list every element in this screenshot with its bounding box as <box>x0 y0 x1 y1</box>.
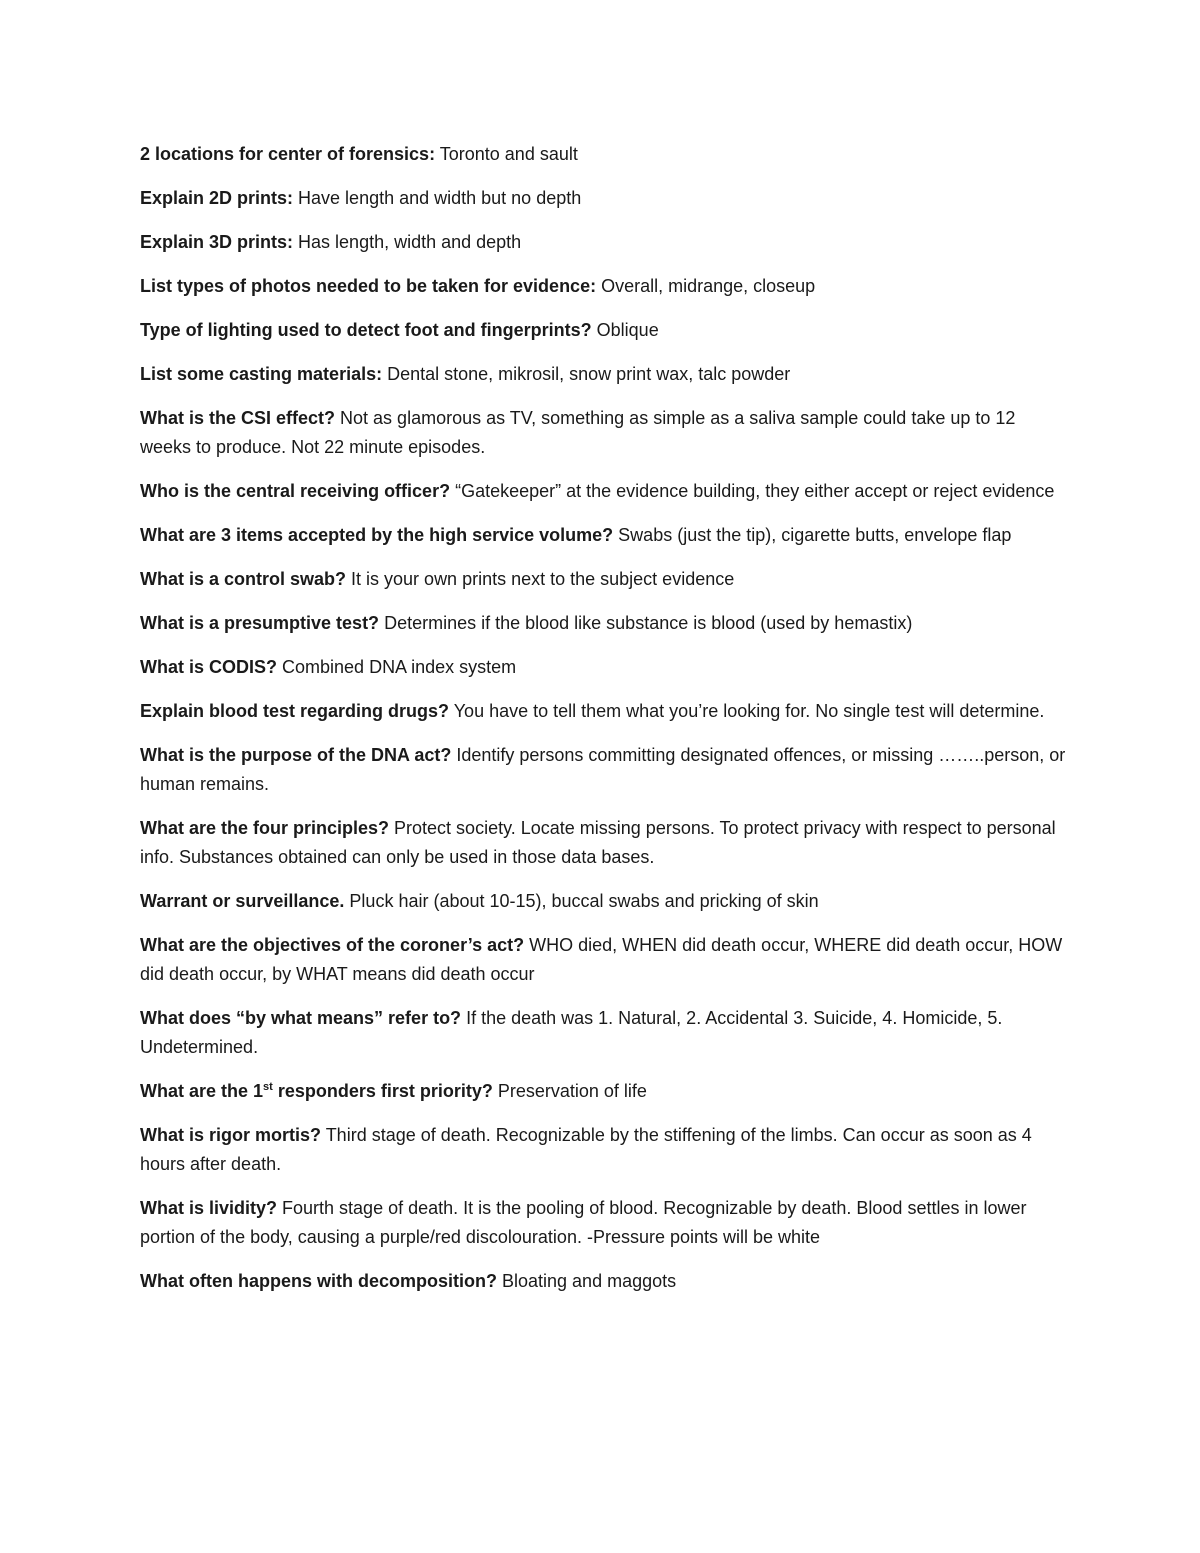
answer: Combined DNA index system <box>277 657 517 677</box>
question: What often happens with decomposition? <box>140 1271 497 1291</box>
qa-item <box>140 697 1070 726</box>
answer: Bloating and maggots <box>497 1271 677 1291</box>
qa-item <box>140 1077 1070 1106</box>
answer: Overall, midrange, closeup <box>596 276 816 296</box>
question: What does “by what means” refer to? <box>140 1008 462 1028</box>
question-part: responders first priority? <box>272 1081 493 1101</box>
answer: Pluck hair (about 10-15), buccal swabs and pricking of skin <box>344 891 819 911</box>
question: What is the purpose of the DNA act? <box>140 745 452 765</box>
qa-item <box>140 741 1070 799</box>
question: 2 locations for center of forensics: <box>140 144 436 164</box>
answer: Fourth stage of death. It is the pooling of blood. Recognizable by death. Blood settles in lower portion of the body, causing a purple/red discolouration. -Pressure points will be white <box>140 1198 1027 1247</box>
question: List some casting materials: <box>140 364 383 384</box>
question: What is the CSI effect? <box>140 408 336 428</box>
answer: WHO died, WHEN did death occur, WHERE did death occur, HOW did death occur, by WHAT means did death occur <box>140 935 1063 984</box>
qa-item <box>140 1004 1070 1062</box>
question: What are the four principles? <box>140 818 390 838</box>
question: What is lividity? <box>140 1198 278 1218</box>
answer: Dental stone, mikrosil, snow print wax, talc powder <box>382 364 791 384</box>
answer: Swabs (just the tip), cigarette butts, envelope flap <box>613 525 1012 545</box>
answer: Toronto and sault <box>435 144 578 164</box>
question: What are the objectives of the coroner’s act? <box>140 935 525 955</box>
qa-item <box>140 404 1070 462</box>
qa-item <box>140 1194 1070 1252</box>
document-body <box>140 140 1070 1311</box>
qa-item <box>140 814 1070 872</box>
answer: Has length, width and depth <box>293 232 522 252</box>
answer: Third stage of death. Recognizable by the stiffening of the limbs. Can occur as soon as 4 hours after death. <box>140 1125 1032 1174</box>
answer: Preservation of life <box>492 1081 647 1101</box>
answer: Determines if the blood like substance is blood (used by hemastix) <box>379 613 913 633</box>
question: Explain blood test regarding drugs? <box>140 701 450 721</box>
question-part: What are the 1 <box>140 1081 264 1101</box>
qa-item <box>140 316 1070 345</box>
question: Warrant or surveillance. <box>140 891 345 911</box>
answer: It is your own prints next to the subject evidence <box>346 569 735 589</box>
qa-item <box>140 1121 1070 1179</box>
answer: If the death was 1. Natural, 2. Accidental 3. Suicide, 4. Homicide, 5. Undetermined. <box>140 1008 1003 1057</box>
question: What are 3 items accepted by the high service volume? <box>140 525 614 545</box>
question: List types of photos needed to be taken for evidence: <box>140 276 597 296</box>
question: What is a control swab? <box>140 569 347 589</box>
qa-item <box>140 609 1070 638</box>
answer: Identify persons committing designated offences, or missing ……..person, or human remains. <box>140 745 1066 794</box>
question: Explain 2D prints: <box>140 188 294 208</box>
question: What is a presumptive test? <box>140 613 380 633</box>
qa-item <box>140 184 1070 213</box>
answer: Oblique <box>591 320 659 340</box>
qa-item <box>140 140 1070 169</box>
answer: “Gatekeeper” at the evidence building, they either accept or reject evidence <box>450 481 1055 501</box>
question: Who is the central receiving officer? <box>140 481 451 501</box>
question: What is CODIS? <box>140 657 278 677</box>
answer: You have to tell them what you’re looking for. No single test will determine. <box>449 701 1045 721</box>
question: Explain 3D prints: <box>140 232 294 252</box>
question: Type of lighting used to detect foot and fingerprints? <box>140 320 592 340</box>
qa-item <box>140 887 1070 916</box>
question: What is rigor mortis? <box>140 1125 322 1145</box>
qa-item <box>140 653 1070 682</box>
question <box>140 1081 493 1101</box>
qa-item <box>140 931 1070 989</box>
qa-item <box>140 1267 1070 1296</box>
ordinal-suffix: st <box>263 1081 273 1093</box>
qa-item <box>140 360 1070 389</box>
answer: Protect society. Locate missing persons. To protect privacy with respect to personal info. Substances obtained can only be used in those data bases. <box>140 818 1056 867</box>
answer: Not as glamorous as TV, something as simple as a saliva sample could take up to 12 weeks to produce. Not 22 minute episodes. <box>140 408 1016 457</box>
qa-item <box>140 565 1070 594</box>
qa-item <box>140 228 1070 257</box>
qa-item <box>140 521 1070 550</box>
answer: Have length and width but no depth <box>293 188 582 208</box>
qa-item <box>140 272 1070 301</box>
qa-item <box>140 477 1070 506</box>
